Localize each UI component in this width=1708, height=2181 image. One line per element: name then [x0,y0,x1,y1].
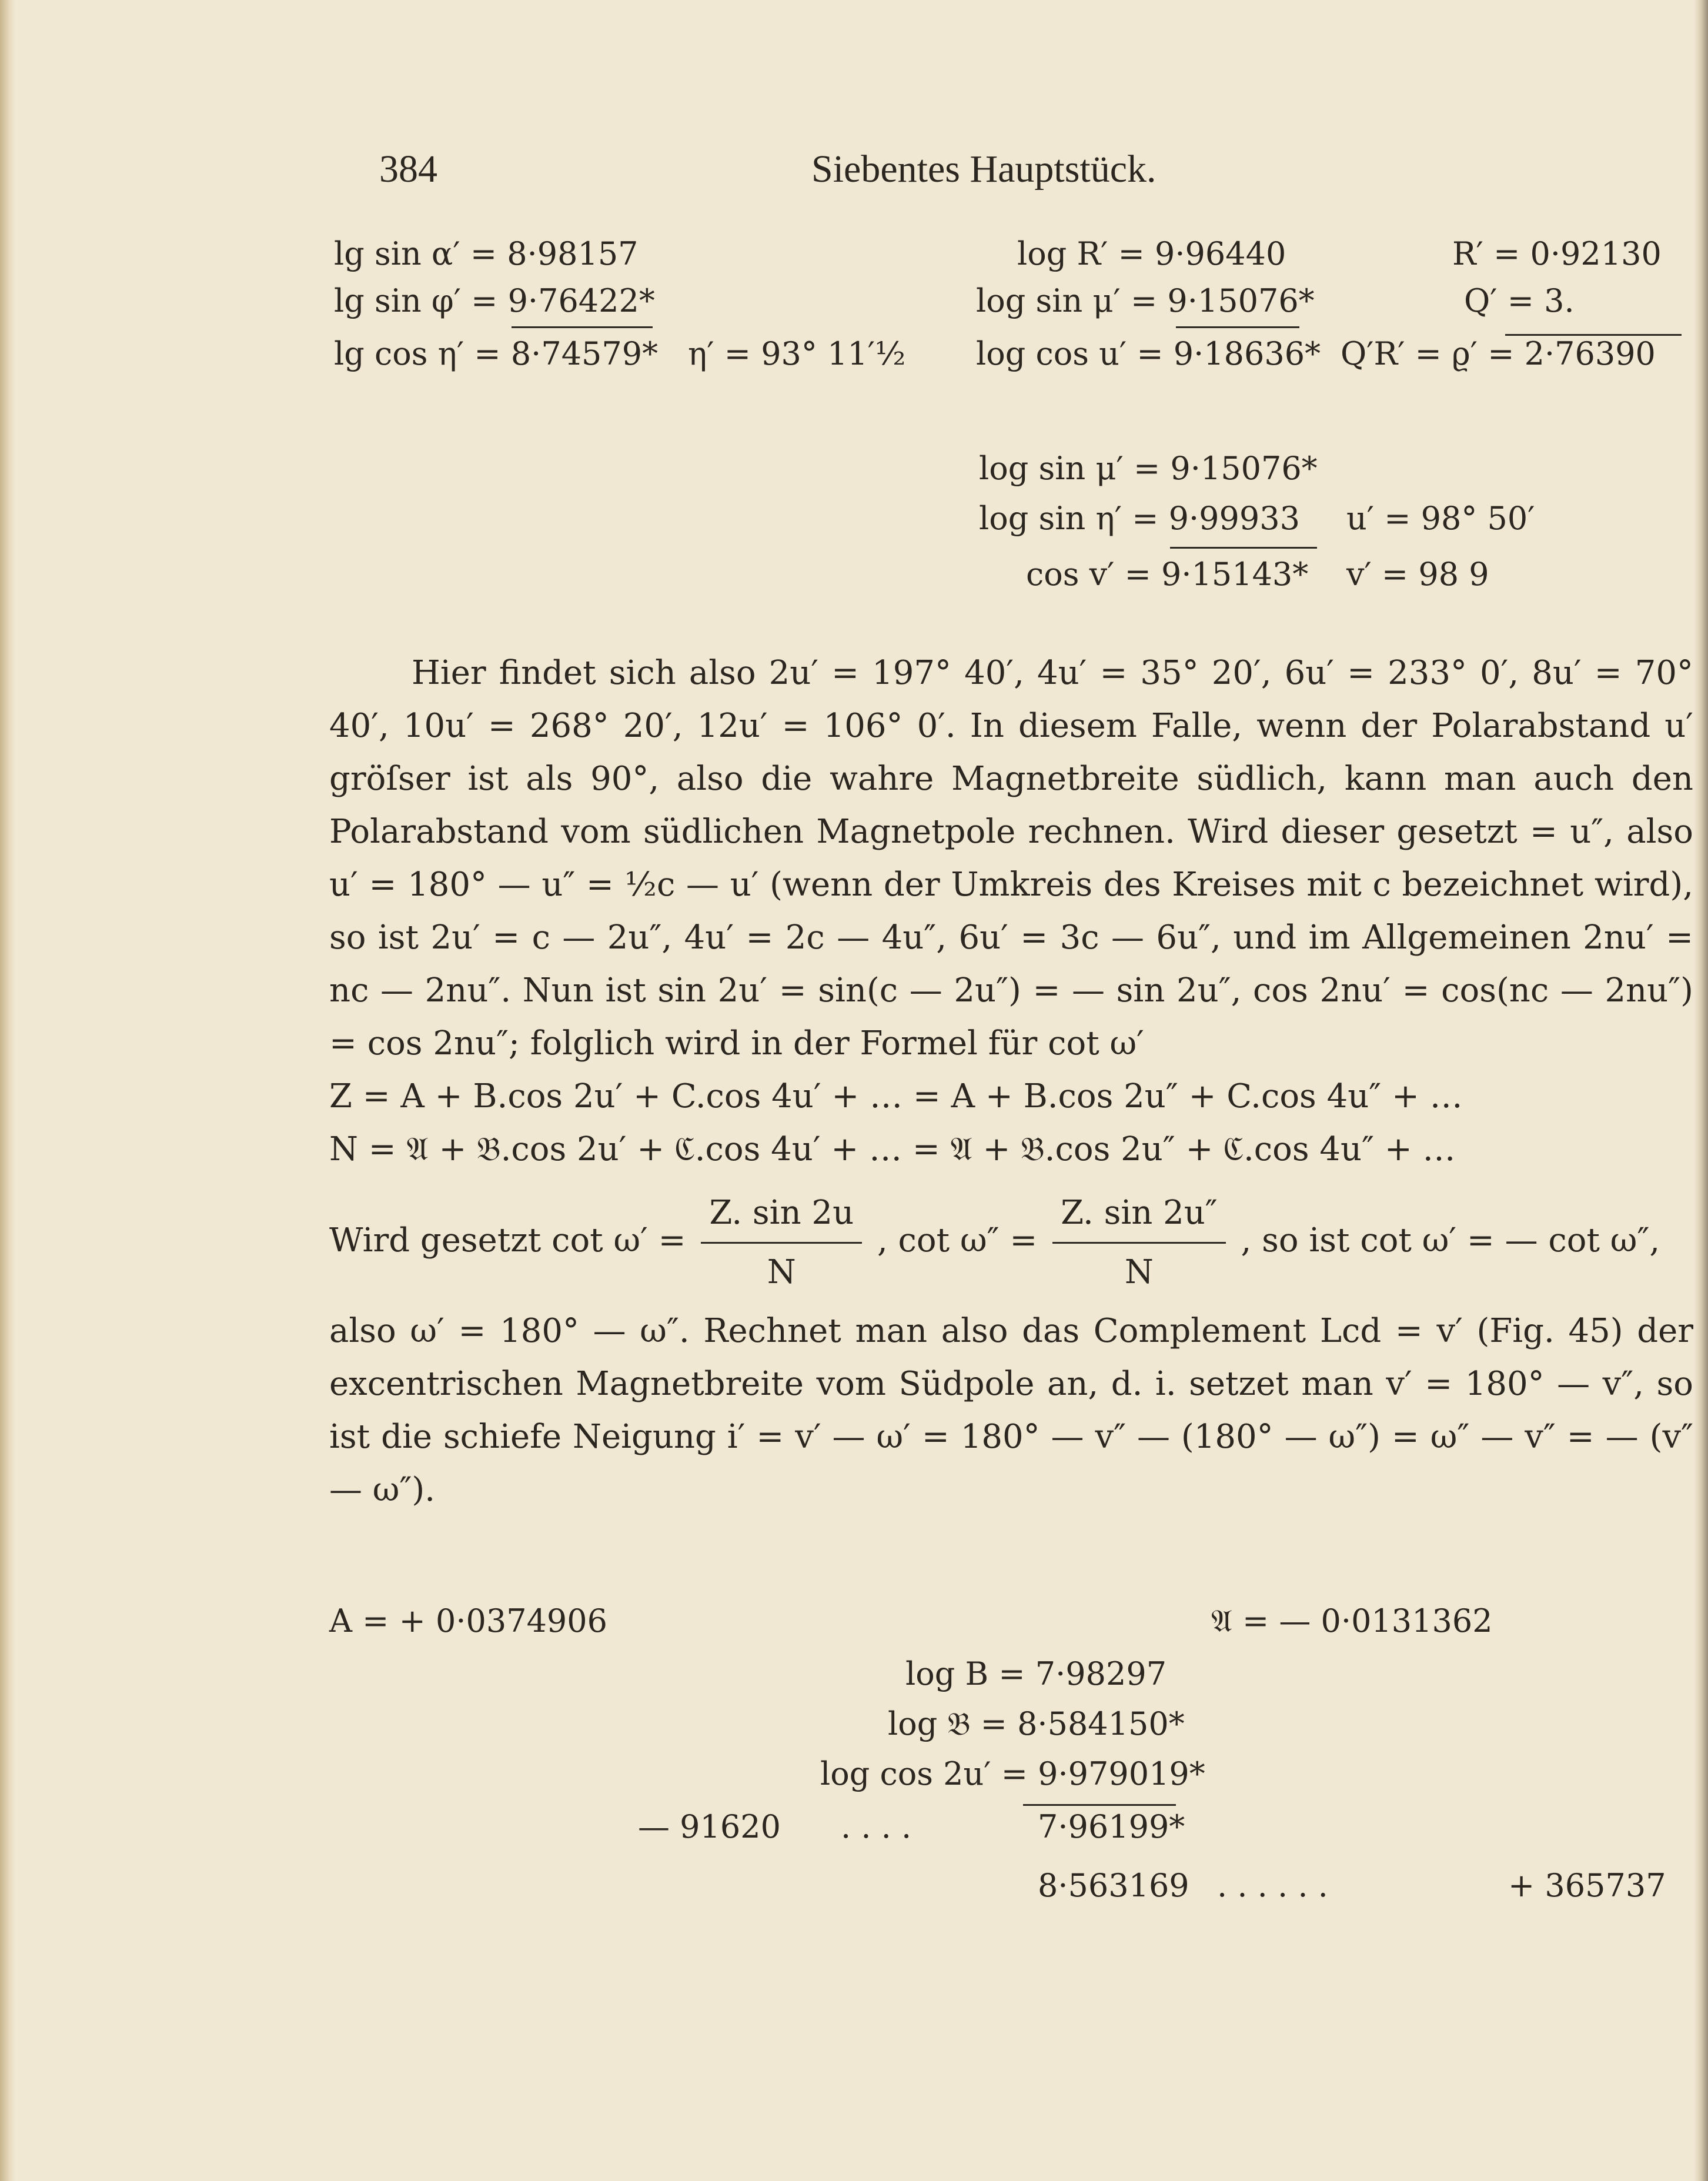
page-edge-left [0,0,15,2181]
fraction-lead: Wird gesetzt cot ω′ = [329,1221,686,1260]
fraction-mid: , cot ω″ = [877,1221,1038,1260]
running-title: Siebentes Hauptstück. [811,148,1157,191]
fraction-line [329,1187,1693,1299]
fraction-cot-omega-double-prime [1052,1187,1226,1299]
top-row3-col4: Q′R′ = ϱ′ = 2·76390 [1341,335,1656,372]
bottom-row5-right: + 365737 [1508,1867,1666,1904]
bottom-row5-dots: . . . . . . [1217,1867,1328,1904]
top-row3-col3: log cos u′ = 9·18636* [976,335,1321,372]
sum-rule-1 [512,326,653,328]
bottom-log-fraktur-b: log 𝔅 = 8·584150* [888,1705,1185,1742]
bottom-row4-value: 7·96199* [1038,1808,1185,1845]
fraction-1-denominator: N [767,1253,796,1291]
sum-rule-2 [1176,326,1299,328]
second-row3-col2: v′ = 98 9 [1346,556,1489,593]
sum-rule-5 [1023,1804,1176,1806]
bottom-log-b: log B = 7·98297 [905,1655,1167,1692]
equation-n: N = 𝔄 + 𝔅.cos 2u′ + ℭ.cos 4u′ + … = 𝔄 + 𝔅.cos 2u″ + ℭ.cos 4u″ + … [329,1130,1456,1168]
bottom-row4-dots: . . . . [841,1808,912,1845]
top-row3-col1: lg cos η′ = 8·74579* [334,335,659,372]
fraction-2-numerator: Z. sin 2u″ [1052,1187,1226,1244]
second-row2-col1: log sin η′ = 9·99933 [979,500,1300,537]
top-row1-col1: lg sin α′ = 8·98157 [334,235,639,272]
page-edge-right [1694,0,1708,2181]
top-row2-col1: lg sin φ′ = 9·76422* [334,282,655,319]
bottom-a-value: A = + 0·0374906 [329,1602,608,1639]
top-row3-col2: η′ = 93° 11′½ [688,335,906,372]
fraction-cot-omega-prime [701,1187,862,1299]
second-row2-col2: u′ = 98° 50′ [1346,500,1535,537]
fraction-tail: , so ist cot ω′ = — cot ω″, [1241,1221,1660,1260]
page-number: 384 [379,148,437,191]
bottom-log-cos: log cos 2u′ = 9·979019* [820,1755,1205,1792]
top-row2-col3: Q′ = 3. [1464,282,1575,319]
fraction-2-denominator: N [1124,1253,1154,1291]
prose-block [329,647,1693,1517]
sum-rule-4 [1170,547,1317,549]
paragraph-1: Hier findet sich also 2u′ = 197° 40′, 4u′ = 35° 20′, 6u′ = 233° 0′, 8u′ = 70° 40′, 10u′ = 268° 20′, 12u′ = 106° 0′. In diesem Falle, wenn der Polarabstand u′ gröſser ist als 90°, also die wahre Magnetbreite südlich, kann man auch den Polarabstand vom südlichen Magnetpole rechnen. Wird dieser gesetzt = u″, also u′ = 180° — u″ = ½c — u′ (wenn der Umkreis des Kreises mit c bezeichnet wird), so ist 2u′ = c — 2u″, 4u′ = 2c — 4u″, 6u′ = 3c — 6u″, und im Allgemeinen 2nu′ = nc — 2nu″. Nun ist sin 2u′ = sin(c — 2u″) = — sin 2u″, cos 2nu′ = cos(nc — 2nu″) = cos 2nu″; folglich wird in der Formel für cot ω′ [329,654,1693,1063]
bottom-row5-value: 8·563169 [1038,1867,1189,1904]
paragraph-2: also ω′ = 180° — ω″. Rechnet man also das Complement Lcd = v′ (Fig. 45) der excentrischen Magnetbreite vom Südpole an, d. i. setzet man v′ = 180° — v″, so ist die schiefe Neigung i′ = v′ — ω′ = 180° — v″ — (180° — ω″) = ω″ — v″ = — (v″ — ω″). [329,1312,1693,1509]
second-row3-col1: cos v′ = 9·15143* [1026,556,1309,593]
top-row1-col3: R′ = 0·92130 [1452,235,1662,272]
fraction-1-numerator: Z. sin 2u [701,1187,862,1244]
bottom-row4-left: — 91620 [638,1808,781,1845]
second-row1-col1: log sin μ′ = 9·15076* [979,450,1318,487]
equation-z: Z = A + B.cos 2u′ + C.cos 4u′ + … = A + B.cos 2u″ + C.cos 4u″ + … [329,1077,1463,1115]
top-row1-col2: log R′ = 9·96440 [1017,235,1286,272]
top-row2-col2: log sin μ′ = 9·15076* [976,282,1315,319]
bottom-fraktur-a-value: 𝔄 = — 0·0131362 [1211,1602,1493,1639]
